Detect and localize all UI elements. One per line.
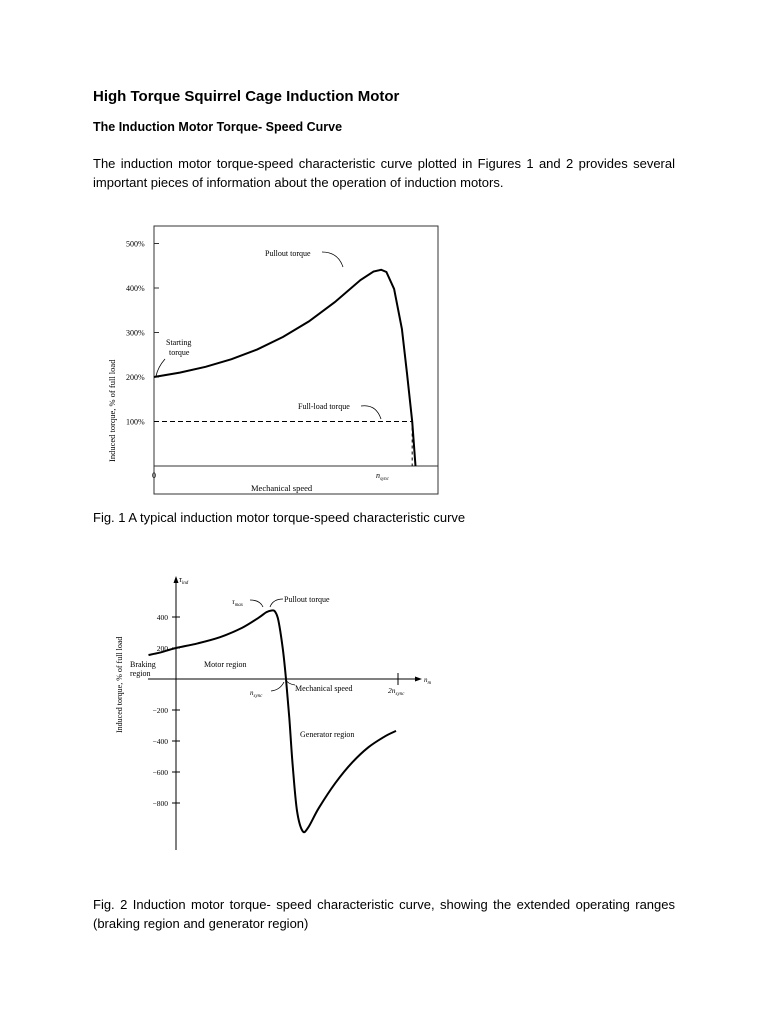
fig1-fullload-label: Full-load torque (298, 402, 350, 411)
fig1-frame (154, 226, 438, 494)
fig2-y-label: Induced torque, % of full load (115, 636, 124, 733)
fig2-y-tick-label: −600 (152, 768, 168, 777)
fig1-fullload-leader (361, 406, 381, 419)
fig1-pullout-label: Pullout torque (265, 249, 311, 258)
fig2-y-tick-label: −200 (152, 706, 168, 715)
fig1-y-tick-label: 200% (126, 373, 145, 382)
fig1-y-tick-label: 500% (126, 239, 145, 249)
intro-paragraph: The induction motor torque-speed characteristic curve plotted in Figures 1 and 2 provides several important pieces of information about the operation of induction motors. (93, 156, 675, 190)
fig2-x-label: Mechanical speed (295, 684, 353, 693)
fig2-torque-curve (149, 610, 397, 832)
fig2-tau-label: $\tau_{ind}$ (179, 575, 189, 586)
fig1-starting-leader (156, 359, 165, 376)
fig1-x-label: Mechanical speed (251, 483, 313, 493)
fig2-sync-leader (271, 682, 284, 691)
fig2-x-tick-2sync: $2n_{sync}$ (388, 686, 405, 697)
fig2-taumax-leader (250, 600, 263, 607)
fig2-x-tick-sync: $n_{sync}$ (250, 689, 263, 699)
fig1-pullout-leader (322, 252, 343, 267)
fig2-y-tick-label: 200 (156, 644, 168, 653)
figure-1-chart (100, 222, 445, 497)
fig2-braking-label-2: region (130, 669, 151, 678)
fig1-y-label: Induced torque, % of full load (107, 359, 117, 462)
section-heading: The Induction Motor Torque- Speed Curve (93, 120, 343, 134)
fig2-y-tick-label: −800 (152, 799, 168, 808)
fig2-braking-label-1: Braking (130, 660, 156, 669)
fig1-starting-label-2: torque (169, 348, 190, 357)
figure-2-caption: Fig. 2 Induction motor torque- speed characteristic curve, showing the extended operating ranges (braking region and generator region) (93, 897, 675, 931)
fig2-nm-label: $n_m$ (424, 676, 432, 686)
fig2-motor-region-label: Motor region (204, 660, 247, 669)
fig1-y-tick-label: 100% (126, 417, 145, 427)
fig1-y-tick-label: 300% (126, 328, 145, 338)
page-title: High Torque Squirrel Cage Induction Motor (93, 88, 400, 105)
fig2-y-tick-label: 400 (156, 613, 168, 622)
fig1-torque-curve (154, 270, 416, 466)
fig2-pullout-label: Pullout torque (284, 595, 330, 604)
fig1-starting-label-1: Starting (166, 338, 192, 347)
fig2-y-tick-label: −400 (152, 737, 168, 746)
fig2-pullout-leader (270, 599, 283, 607)
fig2-taumax-label: $\tau_{max}$ (232, 597, 244, 608)
fig1-x-tick-sync: $n_{sync}$ (376, 471, 389, 482)
figure-2-chart (108, 568, 438, 853)
figure-1-caption: Fig. 1 A typical induction motor torque-speed characteristic curve (93, 510, 466, 525)
fig2-generator-region-label: Generator region (300, 730, 355, 739)
fig1-y-tick-label: 400% (126, 284, 145, 293)
fig2-y-arrow (174, 576, 179, 583)
fig2-x-arrow (415, 677, 422, 682)
fig1-x-tick-zero: 0 (152, 471, 156, 480)
